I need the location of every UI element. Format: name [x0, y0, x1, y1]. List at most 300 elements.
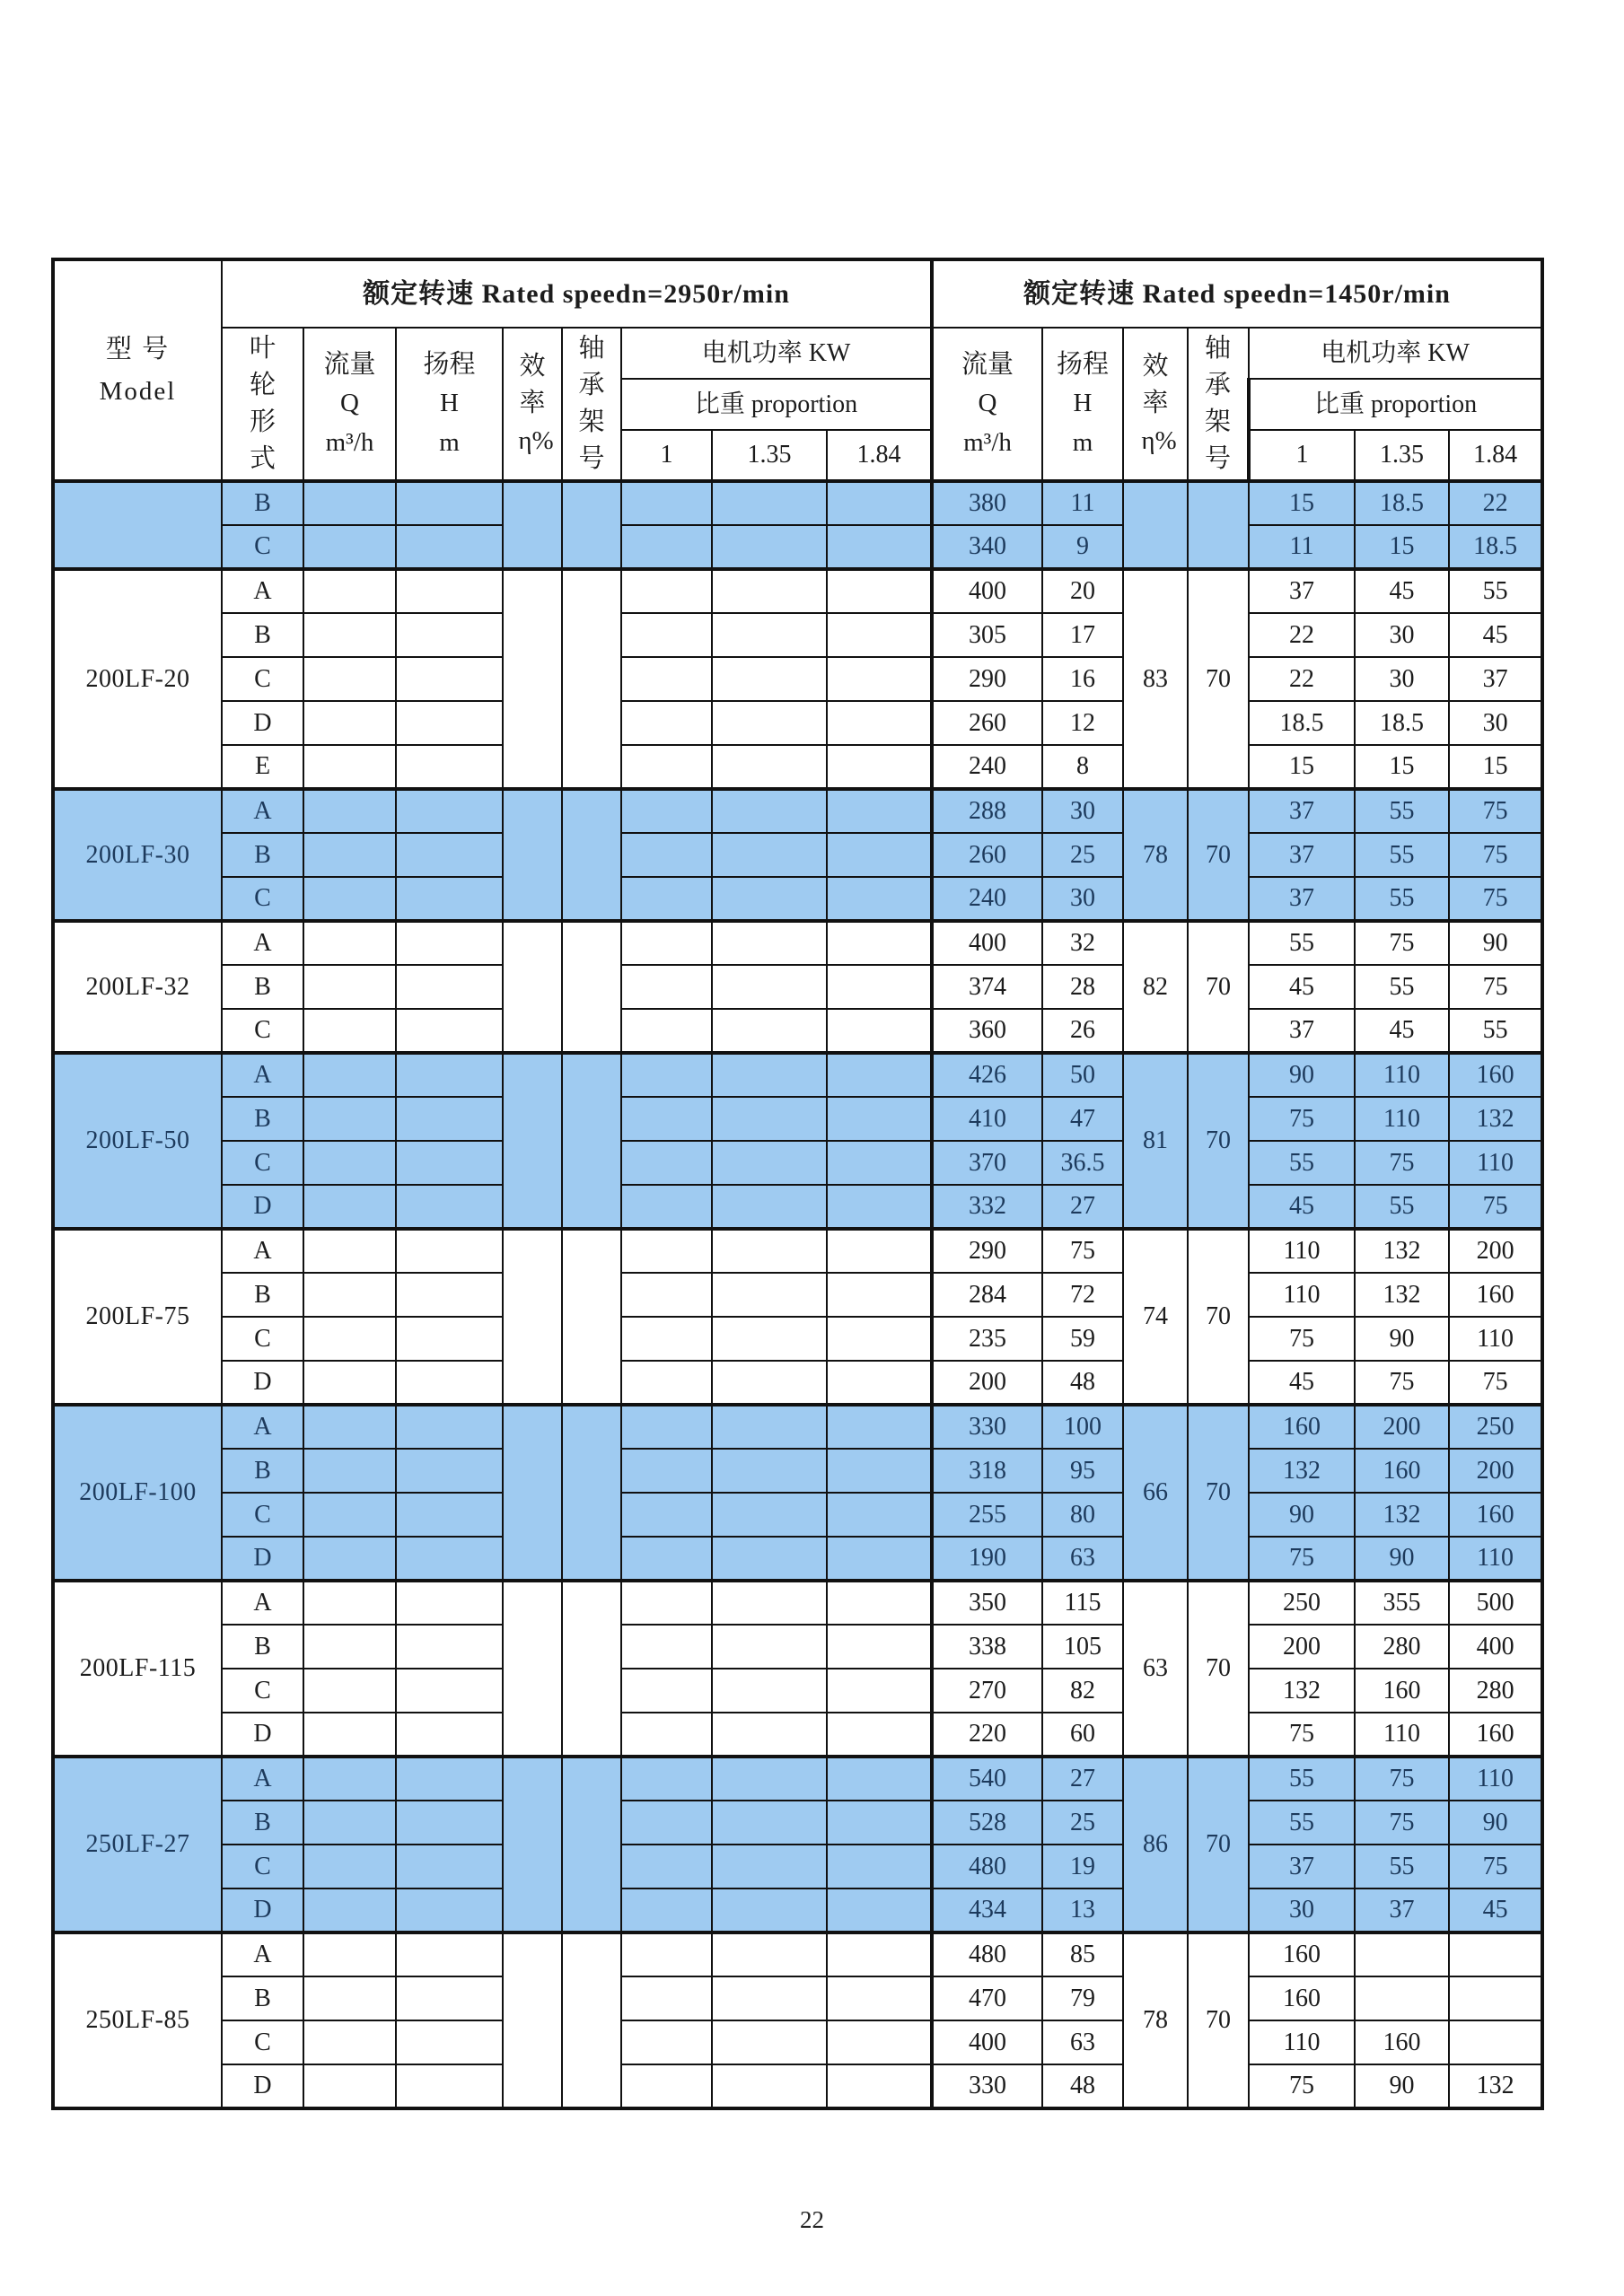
- cell-power1-2950: [621, 1537, 712, 1581]
- cell-power135-1450: 160: [1355, 1669, 1449, 1713]
- cell-bearing-2950: [562, 789, 621, 921]
- cell-efficiency-2950: [503, 1229, 562, 1405]
- cell-head-1450: 105: [1042, 1625, 1123, 1669]
- cell-power184-2950: [827, 1009, 932, 1053]
- cell-flow-2950: [303, 1537, 396, 1581]
- header-prop-135-1450: 1.35: [1355, 430, 1449, 481]
- cell-flow-2950: [303, 525, 396, 569]
- cell-power1-2950: [621, 833, 712, 877]
- cell-flow-1450: 284: [932, 1273, 1042, 1317]
- cell-flow-1450: 528: [932, 1801, 1042, 1845]
- cell-bearing-1450: 70: [1188, 1757, 1249, 1932]
- cell-power135-2950: [712, 1405, 827, 1449]
- cell-head-2950: [396, 1757, 503, 1801]
- cell-power135-1450: 355: [1355, 1581, 1449, 1625]
- cell-head-1450: 20: [1042, 569, 1123, 613]
- cell-head-1450: 100: [1042, 1405, 1123, 1449]
- cell-impeller: B: [222, 1449, 303, 1493]
- cell-head-2950: [396, 1845, 503, 1889]
- cell-bearing-1450: 70: [1188, 789, 1249, 921]
- cell-flow-2950: [303, 569, 396, 613]
- cell-power184-2950: [827, 1317, 932, 1361]
- cell-head-2950: [396, 481, 503, 525]
- cell-power184-2950: [827, 1669, 932, 1713]
- cell-power135-2950: [712, 1581, 827, 1625]
- header-impeller-form: [222, 328, 303, 481]
- cell-head-1450: 115: [1042, 1581, 1123, 1625]
- cell-power184-1450: 75: [1449, 1845, 1542, 1889]
- cell-power1-2950: [621, 877, 712, 921]
- cell-head-2950: [396, 525, 503, 569]
- cell-power1-1450: 75: [1249, 1537, 1355, 1581]
- cell-efficiency-2950: [503, 481, 562, 569]
- cell-power135-1450: 110: [1355, 1097, 1449, 1141]
- cell-power184-1450: 45: [1449, 1889, 1542, 1932]
- cell-flow-2950: [303, 1932, 396, 1976]
- header-efficiency-1450: 效率η%: [1123, 328, 1188, 481]
- cell-impeller: A: [222, 789, 303, 833]
- cell-flow-2950: [303, 921, 396, 965]
- cell-power1-2950: [621, 1625, 712, 1669]
- cell-power135-1450: 280: [1355, 1625, 1449, 1669]
- cell-power135-2950: [712, 1845, 827, 1889]
- cell-head-1450: 25: [1042, 833, 1123, 877]
- cell-power135-2950: [712, 1801, 827, 1845]
- cell-power184-2950: [827, 1625, 932, 1669]
- cell-power135-2950: [712, 569, 827, 613]
- cell-head-2950: [396, 1669, 503, 1713]
- cell-impeller: B: [222, 481, 303, 525]
- cell-power184-1450: 75: [1449, 965, 1542, 1009]
- cell-power135-2950: [712, 1097, 827, 1141]
- cell-power184-2950: [827, 657, 932, 701]
- cell-bearing-2950: [562, 1932, 621, 2108]
- cell-power1-2950: [621, 525, 712, 569]
- cell-flow-1450: 470: [932, 1976, 1042, 2020]
- cell-impeller: A: [222, 921, 303, 965]
- cell-flow-1450: 330: [932, 1405, 1042, 1449]
- cell-power135-1450: 55: [1355, 1845, 1449, 1889]
- cell-model: 200LF-75: [53, 1229, 222, 1405]
- cell-power1-1450: 132: [1249, 1669, 1355, 1713]
- cell-impeller: B: [222, 1097, 303, 1141]
- cell-power1-1450: 160: [1249, 1932, 1355, 1976]
- cell-power1-2950: [621, 1185, 712, 1229]
- header-group-1450: 额定转速 Rated speedn=1450r/min: [932, 259, 1542, 328]
- cell-head-1450: 16: [1042, 657, 1123, 701]
- cell-model: 250LF-27: [53, 1757, 222, 1932]
- cell-flow-1450: 400: [932, 2020, 1042, 2064]
- cell-flow-1450: 330: [932, 2064, 1042, 2108]
- cell-flow-1450: 190: [932, 1537, 1042, 1581]
- cell-power184-2950: [827, 525, 932, 569]
- header-prop-184-1450: 1.84: [1449, 430, 1542, 481]
- cell-power184-2950: [827, 1889, 932, 1932]
- cell-flow-1450: 235: [932, 1317, 1042, 1361]
- cell-head-1450: 60: [1042, 1713, 1123, 1757]
- cell-head-2950: [396, 569, 503, 613]
- cell-power1-2950: [621, 1581, 712, 1625]
- cell-power1-1450: 55: [1249, 1141, 1355, 1185]
- cell-power135-2950: [712, 1009, 827, 1053]
- cell-power135-2950: [712, 1053, 827, 1097]
- cell-impeller: C: [222, 1845, 303, 1889]
- cell-power135-2950: [712, 877, 827, 921]
- header-flow-2950: 流量 Q m³/h: [303, 328, 396, 481]
- cell-impeller: B: [222, 1625, 303, 1669]
- cell-power184-2950: [827, 1185, 932, 1229]
- cell-flow-1450: 305: [932, 613, 1042, 657]
- cell-power184-1450: 200: [1449, 1449, 1542, 1493]
- cell-impeller: B: [222, 833, 303, 877]
- cell-power1-2950: [621, 1009, 712, 1053]
- cell-power184-1450: [1449, 1932, 1542, 1976]
- cell-flow-2950: [303, 2064, 396, 2108]
- cell-impeller: B: [222, 613, 303, 657]
- cell-efficiency-2950: [503, 921, 562, 1053]
- cell-power1-1450: 22: [1249, 613, 1355, 657]
- cell-power1-2950: [621, 1449, 712, 1493]
- cell-head-1450: 75: [1042, 1229, 1123, 1273]
- cell-power135-1450: 75: [1355, 1141, 1449, 1185]
- cell-power135-2950: [712, 1537, 827, 1581]
- cell-efficiency-2950: [503, 1932, 562, 2108]
- cell-head-1450: 48: [1042, 2064, 1123, 2108]
- cell-power135-1450: 30: [1355, 657, 1449, 701]
- cell-flow-2950: [303, 657, 396, 701]
- cell-head-2950: [396, 1097, 503, 1141]
- cell-head-1450: 28: [1042, 965, 1123, 1009]
- cell-power1-1450: 75: [1249, 1097, 1355, 1141]
- cell-power184-2950: [827, 1713, 932, 1757]
- cell-power135-2950: [712, 1361, 827, 1405]
- cell-power1-1450: 30: [1249, 1889, 1355, 1932]
- cell-head-2950: [396, 1317, 503, 1361]
- cell-power135-1450: [1355, 1976, 1449, 2020]
- cell-flow-2950: [303, 1493, 396, 1537]
- cell-head-1450: 27: [1042, 1757, 1123, 1801]
- cell-head-2950: [396, 2020, 503, 2064]
- pump-spec-table-wrap: [51, 258, 1541, 2110]
- cell-head-2950: [396, 1581, 503, 1625]
- cell-power1-2950: [621, 1932, 712, 1976]
- cell-flow-2950: [303, 1757, 396, 1801]
- cell-power135-2950: [712, 1976, 827, 2020]
- header-efficiency-2950: 效率η%: [503, 328, 562, 481]
- cell-head-2950: [396, 1449, 503, 1493]
- cell-power135-2950: [712, 613, 827, 657]
- cell-power184-2950: [827, 1976, 932, 2020]
- cell-bearing-1450: 70: [1188, 1932, 1249, 2108]
- cell-power135-1450: 110: [1355, 1713, 1449, 1757]
- cell-head-1450: 8: [1042, 745, 1123, 789]
- cell-head-2950: [396, 965, 503, 1009]
- cell-power135-2950: [712, 1317, 827, 1361]
- cell-power135-1450: 45: [1355, 569, 1449, 613]
- cell-efficiency-2950: [503, 569, 562, 789]
- cell-flow-1450: 288: [932, 789, 1042, 833]
- cell-power184-2950: [827, 1405, 932, 1449]
- cell-flow-2950: [303, 1669, 396, 1713]
- cell-power135-2950: [712, 2020, 827, 2064]
- cell-power135-2950: [712, 1889, 827, 1932]
- cell-bearing-1450: 70: [1188, 1405, 1249, 1581]
- header-proportion-2950: 比重 proportion: [621, 379, 932, 430]
- header-prop-135-2950: 1.35: [712, 430, 827, 481]
- cell-power135-1450: 132: [1355, 1229, 1449, 1273]
- cell-head-2950: [396, 1625, 503, 1669]
- cell-head-1450: 13: [1042, 1889, 1123, 1932]
- cell-head-1450: 30: [1042, 789, 1123, 833]
- cell-power1-2950: [621, 1141, 712, 1185]
- cell-power135-1450: 160: [1355, 2020, 1449, 2064]
- cell-head-1450: 82: [1042, 1669, 1123, 1713]
- cell-power1-2950: [621, 1097, 712, 1141]
- cell-power1-1450: 75: [1249, 1713, 1355, 1757]
- cell-power184-2950: [827, 745, 932, 789]
- cell-head-1450: 50: [1042, 1053, 1123, 1097]
- cell-impeller: A: [222, 1932, 303, 1976]
- cell-bearing-2950: [562, 1581, 621, 1757]
- cell-head-1450: 9: [1042, 525, 1123, 569]
- cell-head-2950: [396, 1053, 503, 1097]
- cell-power1-1450: 110: [1249, 2020, 1355, 2064]
- cell-power135-2950: [712, 525, 827, 569]
- cell-flow-2950: [303, 1889, 396, 1932]
- cell-power135-2950: [712, 1273, 827, 1317]
- cell-head-2950: [396, 1932, 503, 1976]
- cell-flow-1450: 290: [932, 657, 1042, 701]
- cell-flow-1450: 338: [932, 1625, 1042, 1669]
- cell-impeller: C: [222, 1141, 303, 1185]
- cell-power184-1450: 160: [1449, 1053, 1542, 1097]
- cell-head-2950: [396, 1713, 503, 1757]
- cell-power135-1450: 55: [1355, 833, 1449, 877]
- cell-flow-2950: [303, 1405, 396, 1449]
- cell-model: 200LF-32: [53, 921, 222, 1053]
- cell-flow-1450: 240: [932, 745, 1042, 789]
- cell-flow-1450: 350: [932, 1581, 1042, 1625]
- cell-impeller: D: [222, 1185, 303, 1229]
- cell-power184-1450: 22: [1449, 481, 1542, 525]
- cell-power135-1450: 55: [1355, 877, 1449, 921]
- cell-power1-1450: 22: [1249, 657, 1355, 701]
- cell-flow-2950: [303, 613, 396, 657]
- cell-impeller: C: [222, 525, 303, 569]
- cell-head-2950: [396, 1273, 503, 1317]
- cell-power1-1450: 37: [1249, 569, 1355, 613]
- cell-impeller: A: [222, 1405, 303, 1449]
- cell-power1-1450: 75: [1249, 1317, 1355, 1361]
- cell-flow-2950: [303, 2020, 396, 2064]
- cell-power184-1450: 500: [1449, 1581, 1542, 1625]
- header-bearing-1450: 轴承架号: [1188, 328, 1249, 481]
- cell-head-2950: [396, 701, 503, 745]
- cell-flow-1450: 480: [932, 1845, 1042, 1889]
- cell-bearing-1450: 70: [1188, 921, 1249, 1053]
- cell-power1-2950: [621, 1801, 712, 1845]
- cell-power135-1450: 18.5: [1355, 701, 1449, 745]
- cell-impeller: D: [222, 1537, 303, 1581]
- cell-efficiency-1450: 86: [1123, 1757, 1188, 1932]
- cell-impeller: C: [222, 1493, 303, 1537]
- cell-power184-1450: 110: [1449, 1317, 1542, 1361]
- cell-power1-1450: 15: [1249, 481, 1355, 525]
- cell-power135-2950: [712, 1625, 827, 1669]
- cell-head-1450: 63: [1042, 2020, 1123, 2064]
- cell-flow-2950: [303, 1361, 396, 1405]
- cell-power135-1450: 75: [1355, 921, 1449, 965]
- cell-bearing-2950: [562, 1053, 621, 1229]
- cell-power135-2950: [712, 1713, 827, 1757]
- cell-flow-1450: 240: [932, 877, 1042, 921]
- cell-model: 200LF-115: [53, 1581, 222, 1757]
- cell-flow-1450: 255: [932, 1493, 1042, 1537]
- cell-flow-2950: [303, 1009, 396, 1053]
- cell-power135-2950: [712, 965, 827, 1009]
- cell-power184-1450: 132: [1449, 2064, 1542, 2108]
- cell-power1-1450: 37: [1249, 1845, 1355, 1889]
- pump-spec-table: [51, 258, 1544, 2110]
- header-flow-1450: 流量 Q m³/h: [932, 328, 1042, 481]
- cell-power184-1450: 15: [1449, 745, 1542, 789]
- cell-power135-1450: 90: [1355, 1537, 1449, 1581]
- cell-power184-1450: [1449, 2020, 1542, 2064]
- cell-flow-2950: [303, 1625, 396, 1669]
- cell-power1-2950: [621, 965, 712, 1009]
- page-number: 22: [800, 2206, 824, 2233]
- cell-head-2950: [396, 789, 503, 833]
- cell-power184-1450: 160: [1449, 1273, 1542, 1317]
- cell-head-2950: [396, 1229, 503, 1273]
- cell-efficiency-2950: [503, 1757, 562, 1932]
- cell-head-1450: 11: [1042, 481, 1123, 525]
- cell-head-2950: [396, 877, 503, 921]
- cell-bearing-2950: [562, 481, 621, 569]
- cell-flow-2950: [303, 877, 396, 921]
- cell-impeller: C: [222, 1009, 303, 1053]
- cell-impeller: A: [222, 569, 303, 613]
- cell-power184-1450: 90: [1449, 1801, 1542, 1845]
- cell-power135-2950: [712, 481, 827, 525]
- cell-power135-1450: 55: [1355, 1185, 1449, 1229]
- cell-flow-2950: [303, 1845, 396, 1889]
- cell-head-1450: 72: [1042, 1273, 1123, 1317]
- cell-power1-2950: [621, 701, 712, 745]
- cell-power1-2950: [621, 613, 712, 657]
- cell-bearing-2950: [562, 1757, 621, 1932]
- cell-power135-1450: 55: [1355, 965, 1449, 1009]
- cell-power184-1450: 75: [1449, 833, 1542, 877]
- header-head-1450: 扬程 H m: [1042, 328, 1123, 481]
- cell-power184-2950: [827, 1801, 932, 1845]
- cell-power184-2950: [827, 481, 932, 525]
- cell-head-2950: [396, 1801, 503, 1845]
- cell-impeller: D: [222, 701, 303, 745]
- cell-model: 200LF-30: [53, 789, 222, 921]
- cell-power135-2950: [712, 1932, 827, 1976]
- cell-power135-2950: [712, 745, 827, 789]
- cell-power1-2950: [621, 1273, 712, 1317]
- cell-power184-2950: [827, 1361, 932, 1405]
- cell-power135-2950: [712, 1229, 827, 1273]
- cell-power1-1450: 15: [1249, 745, 1355, 789]
- cell-power184-2950: [827, 1845, 932, 1889]
- cell-power184-1450: 280: [1449, 1669, 1542, 1713]
- cell-flow-1450: 290: [932, 1229, 1042, 1273]
- cell-head-1450: 27: [1042, 1185, 1123, 1229]
- cell-flow-2950: [303, 1317, 396, 1361]
- cell-flow-1450: 260: [932, 833, 1042, 877]
- cell-power184-2950: [827, 701, 932, 745]
- cell-impeller: C: [222, 877, 303, 921]
- header-model: [53, 259, 222, 481]
- cell-impeller: E: [222, 745, 303, 789]
- cell-model: 200LF-50: [53, 1053, 222, 1229]
- cell-power1-2950: [621, 2064, 712, 2108]
- cell-head-2950: [396, 1493, 503, 1537]
- cell-impeller: C: [222, 657, 303, 701]
- cell-power1-1450: 37: [1249, 789, 1355, 833]
- header-head-2950: 扬程 H m: [396, 328, 503, 481]
- cell-power135-1450: 200: [1355, 1405, 1449, 1449]
- cell-head-1450: 80: [1042, 1493, 1123, 1537]
- cell-power135-1450: 90: [1355, 2064, 1449, 2108]
- cell-power1-1450: 200: [1249, 1625, 1355, 1669]
- cell-power184-2950: [827, 1581, 932, 1625]
- cell-power1-2950: [621, 1361, 712, 1405]
- cell-flow-2950: [303, 1713, 396, 1757]
- cell-flow-2950: [303, 1185, 396, 1229]
- cell-flow-1450: 370: [932, 1141, 1042, 1185]
- cell-power1-1450: 37: [1249, 1009, 1355, 1053]
- cell-power184-1450: 160: [1449, 1713, 1542, 1757]
- cell-power184-2950: [827, 1449, 932, 1493]
- cell-flow-1450: 260: [932, 701, 1042, 745]
- cell-power184-1450: 55: [1449, 569, 1542, 613]
- cell-power184-1450: 18.5: [1449, 525, 1542, 569]
- cell-impeller: C: [222, 2020, 303, 2064]
- cell-head-2950: [396, 745, 503, 789]
- cell-flow-1450: 270: [932, 1669, 1042, 1713]
- cell-power1-1450: 132: [1249, 1449, 1355, 1493]
- cell-power1-1450: 160: [1249, 1976, 1355, 2020]
- cell-power1-2950: [621, 2020, 712, 2064]
- cell-head-2950: [396, 921, 503, 965]
- cell-power184-2950: [827, 965, 932, 1009]
- cell-head-1450: 12: [1042, 701, 1123, 745]
- cell-impeller: B: [222, 1801, 303, 1845]
- cell-impeller: B: [222, 1273, 303, 1317]
- cell-power135-1450: 90: [1355, 1317, 1449, 1361]
- cell-head-1450: 17: [1042, 613, 1123, 657]
- cell-bearing-2950: [562, 1405, 621, 1581]
- cell-power184-2950: [827, 1273, 932, 1317]
- cell-power184-2950: [827, 569, 932, 613]
- cell-head-1450: 36.5: [1042, 1141, 1123, 1185]
- cell-impeller: A: [222, 1053, 303, 1097]
- cell-power1-1450: 37: [1249, 833, 1355, 877]
- cell-efficiency-1450: 82: [1123, 921, 1188, 1053]
- header-bearing-2950: 轴承架号: [562, 328, 621, 481]
- cell-power135-2950: [712, 1757, 827, 1801]
- cell-head-1450: 48: [1042, 1361, 1123, 1405]
- cell-head-1450: 30: [1042, 877, 1123, 921]
- cell-bearing-2950: [562, 1229, 621, 1405]
- cell-impeller: D: [222, 1713, 303, 1757]
- cell-flow-1450: 426: [932, 1053, 1042, 1097]
- cell-power1-2950: [621, 1493, 712, 1537]
